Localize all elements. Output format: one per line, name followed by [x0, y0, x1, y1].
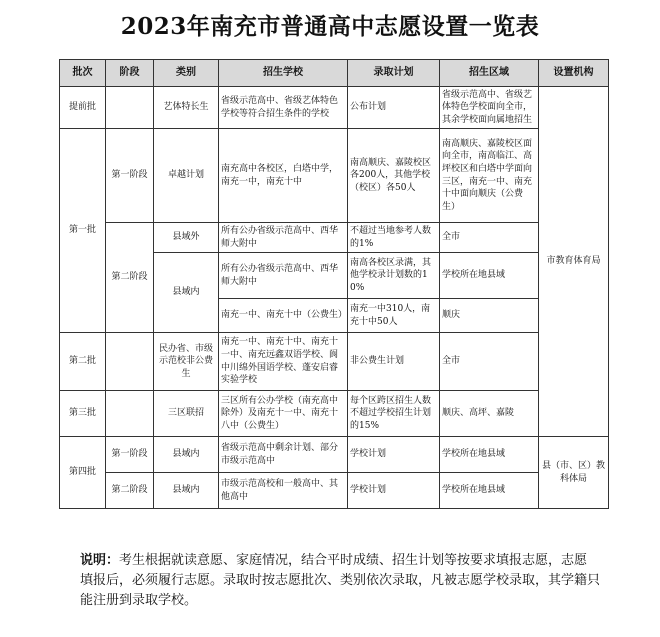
region-cell: 省级示范高中、省级艺体特色学校面向全市，其余学校面向属地招生	[440, 87, 539, 129]
header-plan: 录取计划	[348, 60, 440, 87]
schools-cell: 南充一中、南充十中（公费生）	[219, 299, 348, 333]
note-text: 考生根据就读意愿、家庭情况，结合平时成绩、招生计划等按要求填报志愿，志愿填报后，必须履行志愿。录取时按志愿批次、类别依次录取，凡被志愿学校录取，其学籍只能注册到录取学校。	[80, 553, 601, 609]
plan-cell: 每个区跨区招生人数不超过学校招生计划的15%	[348, 391, 440, 437]
plan-cell: 不超过当地参考人数的1%	[348, 223, 440, 253]
stage-cell: 第二阶段	[106, 473, 154, 509]
plan-cell: 非公费生计划	[348, 333, 440, 391]
table-row	[60, 129, 609, 223]
category-cell: 艺体特长生	[154, 87, 219, 129]
stage-cell: 第二阶段	[106, 223, 154, 333]
batch-cell: 第三批	[60, 391, 106, 437]
category-cell: 县域内	[154, 473, 219, 509]
header-agency: 设置机构	[539, 60, 609, 87]
region-cell: 全市	[440, 223, 539, 253]
stage-cell	[106, 87, 154, 129]
category-cell: 县域内	[154, 437, 219, 473]
header-region: 招生区域	[440, 60, 539, 87]
note	[80, 551, 600, 611]
category-cell: 县域内	[154, 253, 219, 333]
header-stage: 阶段	[106, 60, 154, 87]
stage-cell: 第一阶段	[106, 129, 154, 223]
schools-cell: 省级示范高中、省级艺体特色学校等符合招生条件的学校	[219, 87, 348, 129]
batch-cell: 第四批	[60, 437, 106, 509]
schools-cell: 南充高中各校区，白塔中学，南充一中，南充十中	[219, 129, 348, 223]
plan-cell: 南高顺庆、嘉陵校区各200人，其他学校（校区）各50人	[348, 129, 440, 223]
volunteer-table	[59, 59, 609, 509]
stage-cell	[106, 333, 154, 391]
region-cell: 学校所在地县域	[440, 437, 539, 473]
agency-cell: 县（市、区）教科体局	[539, 437, 609, 509]
schools-cell: 市级示范高校和一般高中、其他高中	[219, 473, 348, 509]
table-row	[60, 391, 609, 437]
batch-cell: 第一批	[60, 129, 106, 333]
table-row	[60, 437, 609, 473]
region-cell: 学校所在地县域	[440, 253, 539, 299]
region-cell: 学校所在地县域	[440, 473, 539, 509]
header-schools: 招生学校	[219, 60, 348, 87]
category-cell: 三区联招	[154, 391, 219, 437]
header-row	[60, 60, 609, 87]
category-cell: 县域外	[154, 223, 219, 253]
region-cell: 南高顺庆、嘉陵校区面向全市，南高临江、高坪校区和白塔中学面向三区，南充一中、南充十中面向顺庆（公费生）	[440, 129, 539, 223]
batch-cell: 提前批	[60, 87, 106, 129]
category-cell: 民办省、市级示范校非公费生	[154, 333, 219, 391]
agency-cell: 市教育体育局	[539, 87, 609, 437]
plan-cell: 公布计划	[348, 87, 440, 129]
page-title: 2023年南充市普通高中志愿设置一览表	[120, 13, 540, 40]
schools-cell: 南充一中、南充十中、南充十一中、南充远鑫双语学校、阆中川绵外国语学校、蓬安启睿实验学校	[219, 333, 348, 391]
header-batch: 批次	[60, 60, 106, 87]
table-row	[60, 333, 609, 391]
region-cell: 顺庆	[440, 299, 539, 333]
schools-cell: 所有公办省级示范高中、西华师大附中	[219, 223, 348, 253]
plan-cell: 南高各校区录满，其他学校录计划数的10%	[348, 253, 440, 299]
region-cell: 顺庆、高坪、嘉陵	[440, 391, 539, 437]
stage-cell	[106, 391, 154, 437]
note-label: 说明：	[80, 553, 120, 568]
schools-cell: 所有公办省级示范高中、西华师大附中	[219, 253, 348, 299]
batch-cell: 第二批	[60, 333, 106, 391]
plan-cell: 学校计划	[348, 437, 440, 473]
schools-cell: 省级示范高中剩余计划、部分市级示范高中	[219, 437, 348, 473]
schools-cell: 三区所有公办学校（南充高中除外）及南充十一中、南充十八中（公费生）	[219, 391, 348, 437]
table-row	[60, 473, 609, 509]
table-row	[60, 87, 609, 129]
stage-cell: 第一阶段	[106, 437, 154, 473]
plan-cell: 南充一中310人，南充十中50人	[348, 299, 440, 333]
table-row	[60, 223, 609, 253]
category-cell: 卓越计划	[154, 129, 219, 223]
plan-cell: 学校计划	[348, 473, 440, 509]
header-category: 类别	[154, 60, 219, 87]
region-cell: 全市	[440, 333, 539, 391]
